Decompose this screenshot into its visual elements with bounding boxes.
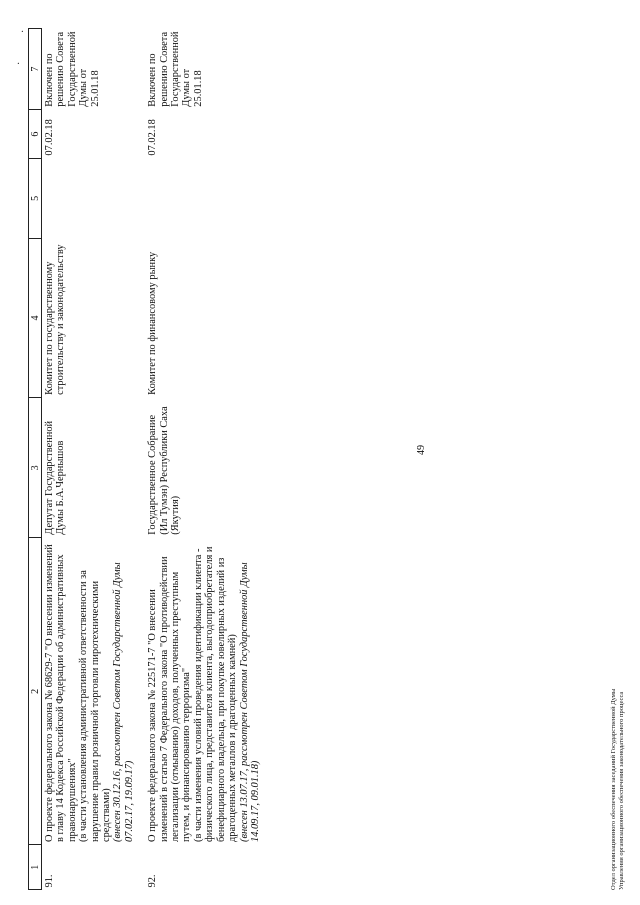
table-row <box>42 29 146 890</box>
bill-details: (в части изменения условий проведения идентификации клиента - физического лица, представителя клиента, выгодоприобретателя и бенефициарного владельца, при покупке ювелирных изделий из драгоценных металлов и драгоценных камней) <box>192 546 239 842</box>
column-header: 1 <box>29 845 42 890</box>
bill-cell <box>145 538 271 845</box>
page-number: 49 <box>416 445 427 455</box>
footer-line: Отдел организационного обеспечения заседаний Государственной Думы <box>610 688 617 890</box>
column-header: 5 <box>29 159 42 239</box>
scan-speck: · <box>18 29 29 33</box>
bill-note: (внесен 30.12.16, рассмотрен Советом Государственной Думы 07.02.17, 19.09.17) <box>112 562 135 842</box>
column-header: 2 <box>29 538 42 845</box>
table-row <box>145 29 271 890</box>
council-decision: Включен по решению Совета Государственной Думы от 25.01.18 <box>147 31 204 107</box>
row-number: 91. <box>44 874 55 888</box>
council-decision: Включен по решению Совета Государственной Думы от 25.01.18 <box>44 31 101 107</box>
consideration-date: 07.02.18 <box>44 119 55 156</box>
bill-author: Государственное Собрание (Ил Тумэн) Республики Саха (Якутия) <box>147 406 182 535</box>
column-header: 4 <box>29 238 42 398</box>
column-header: 3 <box>29 398 42 538</box>
responsible-committee: Комитет по финансовому рынку <box>147 251 159 395</box>
footer <box>610 689 626 890</box>
scan-speck: · <box>14 61 25 65</box>
row-number: 92. <box>147 874 159 888</box>
bill-details: (в части установления административной ответственности за нарушение правил розничной торговли пиротехническими средствами) <box>78 570 113 842</box>
footer-line: Управления организационного обеспечения законодательного процесса <box>618 691 625 890</box>
responsible-committee: Комитет по государственному строительству и законодательству <box>44 244 67 395</box>
bill-title: О проекте федерального закона № 225171-7 "О внесении изменений в статью 7 Федерального закона "О противодействии легализации (отмыванию) доходов, полученных преступным путем, и финансированию терроризма" <box>147 556 193 842</box>
bill-author: Депутат Государственной Думы Б.А.Чернышов <box>44 420 67 535</box>
bill-note: (внесен 13.07.17, рассмотрен Советом Государственной Думы 14.09.17, 09.01.18) <box>238 562 261 842</box>
column-5-cell <box>145 159 271 239</box>
column-header: 6 <box>29 110 42 159</box>
column-5-cell <box>42 159 146 239</box>
bill-cell <box>42 538 146 845</box>
consideration-date: 07.02.18 <box>147 119 159 156</box>
agenda-table <box>28 28 271 890</box>
column-header: 7 <box>29 29 42 110</box>
bill-title: О проекте федерального закона № 68629-7 "О внесении изменений в главу 14 Кодекса Российской Федерации об административных правонарушениях" <box>44 544 78 842</box>
column-header-row <box>29 29 42 890</box>
